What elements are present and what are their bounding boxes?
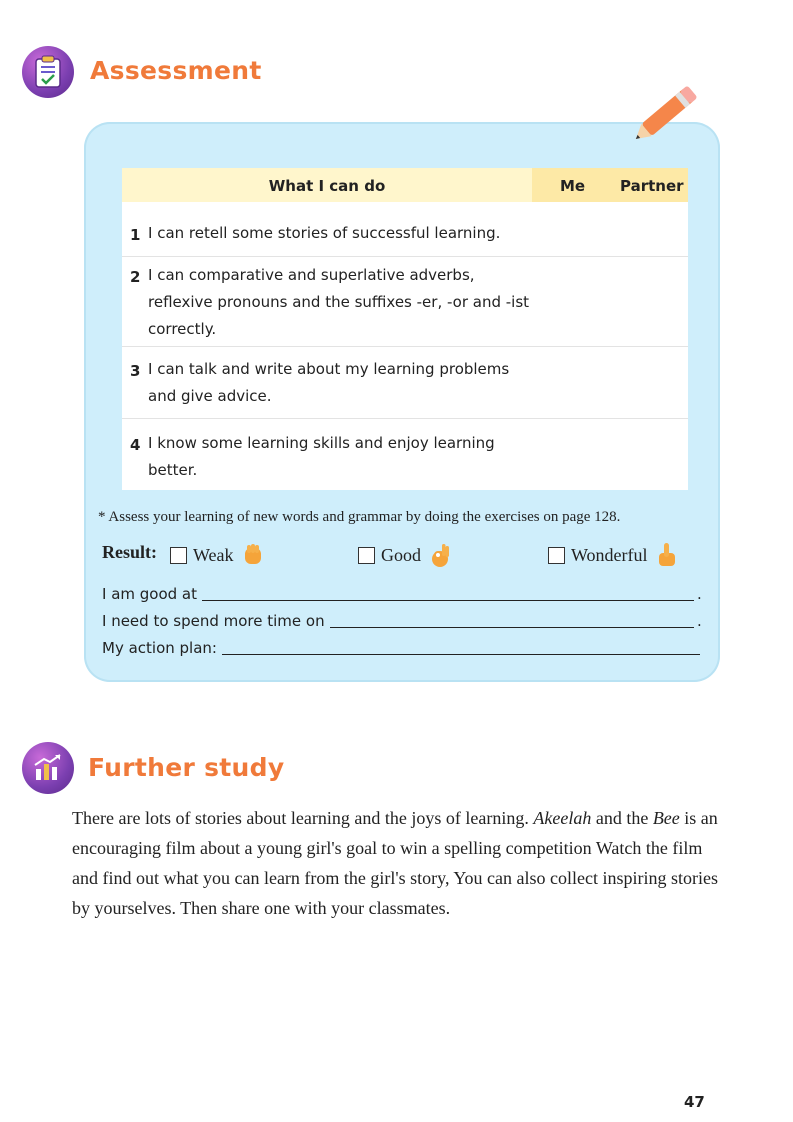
row-number: 2 [130,268,141,286]
further-study-title: Further study [88,753,285,782]
row-number: 4 [130,436,141,454]
row-text: I can comparative and superlative adverbs, reflexive pronouns and the suffixes -er, -or and -ist correctly. [148,266,530,338]
row-number: 3 [130,362,141,380]
ok-hand-icon [429,542,451,568]
good-label: Good [381,544,421,565]
good-at-line[interactable] [202,600,694,601]
assessment-title: Assessment [90,56,262,85]
row-divider [122,346,688,347]
period: . [697,612,702,630]
wonderful-label: Wonderful [571,544,648,565]
row-divider [122,256,688,257]
para-text-3: is an encouraging film about a young girl's goal to win a spelling competition Watch the film and find out what you can learn from the girl's story, You can also collect inspiring stories by yourselves. Then share one with your classmates. [72,808,718,918]
header-me: Me [560,177,586,195]
further-study-section-icon [22,742,74,794]
bar-chart-icon [32,753,64,783]
row-number: 1 [130,226,141,244]
clipboard-check-icon [33,55,63,89]
row-text: I can talk and write about my learning problems and give advice. [148,360,510,405]
result-label-wrap [102,542,157,563]
fist-hand-icon [242,542,264,568]
assessment-section-icon [22,46,74,98]
para-text-1: There are lots of stories about learning and the joys of learning. [72,808,534,828]
action-plan-label: My action plan: [102,639,217,657]
result-option-wonderful[interactable] [548,542,678,568]
more-time-label: I need to spend more time on [102,612,325,630]
more-time-line[interactable] [330,627,694,628]
good-checkbox[interactable] [358,547,375,564]
action-plan-line[interactable] [222,654,700,655]
good-at-label: I am good at [102,585,198,603]
result-option-weak[interactable] [170,542,264,568]
assessment-note: * Assess your learning of new words and grammar by doing the exercises on page 128. [98,509,621,525]
film-title-part-2: Bee [652,808,680,828]
page-number: 47 [684,1093,705,1111]
header-partner: Partner [620,177,684,195]
weak-label: Weak [193,544,234,565]
wonderful-checkbox[interactable] [548,547,565,564]
result-option-good[interactable] [358,542,451,568]
header-what-i-can-do: What I can do [268,177,386,195]
row-divider [122,418,688,419]
result-label: Result: [102,542,157,562]
thumbs-up-icon [656,542,678,568]
para-text-2: and the [591,808,653,828]
row-text: I can retell some stories of successful learning. [148,224,501,242]
pencil-icon [620,70,716,154]
further-study-paragraph [72,803,722,923]
period: . [697,585,702,603]
row-text: I know some learning skills and enjoy learning better. [148,434,495,479]
weak-checkbox[interactable] [170,547,187,564]
film-title-part-1: Akeelah [533,808,592,828]
